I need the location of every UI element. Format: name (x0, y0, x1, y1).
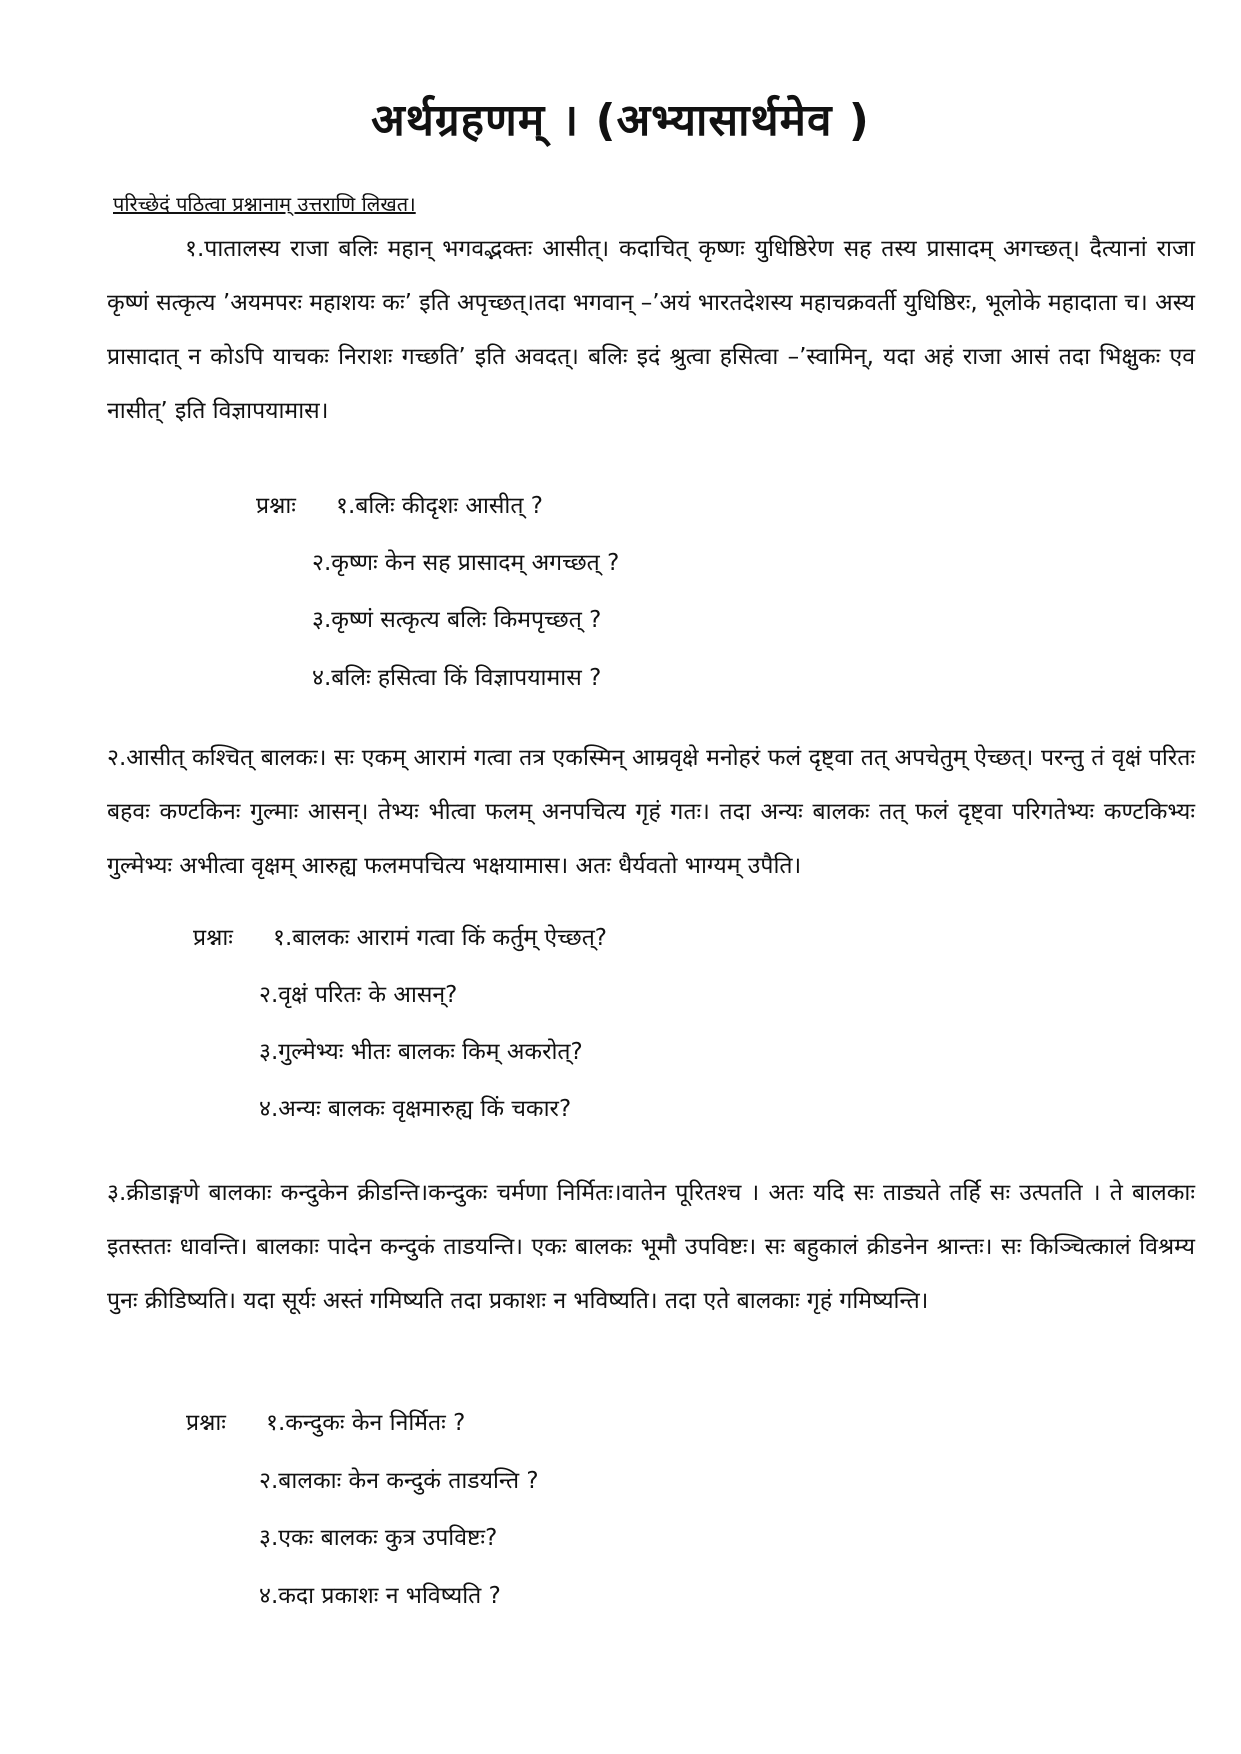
passage-2-text: २.आसीत् कश्चित् बालकः। सः एकम् आरामं गत्वा तत्र एकस्मिन् आम्रवृक्षे मनोहरं फलं दृष्ट्वा तत् अपचेतुम् ऐच्छत्। परन्तु तं वृक्षं परितः बहवः कण्टकिनः गुल्माः आसन्। तेभ्यः भीत्वा फलम् अनपचित्य गृहं गतः। तदा अन्यः बालकः तत् फलं दृष्ट्वा परिगतेभ्यः कण्टकिभ्यः गुल्मेभ्यः अभीत्वा वृक्षम् आरुह्य फलमपचित्य भक्षयामास। अतः धैर्यवतो भाग्यम् उपैति। (107, 745, 1195, 879)
question-2-4: ४.अन्यः बालकः वृक्षमारुह्य किं चकार? (259, 1096, 572, 1122)
passage-3-text: ३.क्रीडाङ्गणे बालकाः कन्दुकेन क्रीडन्ति।कन्दुकः चर्मणा निर्मितः।वातेन पूरितश्च । अतः यदि सः ताड्यते तर्हि सः उत्पतति । ते बालकाः इतस्ततः धावन्ति। बालकाः पादेन कन्दुकं ताडयन्ति। एकः बालकः भूमौ उपविष्टः। सः बहुकालं क्रीडनेन श्रान्तः। सः किञ्चित्कालं विश्रम्य पुनः क्रीडिष्यति। यदा सूर्यः अस्तं गमिष्यति तदा प्रकाशः न भविष्यति। तदा एते बालकाः गृहं गमिष्यन्ति। (107, 1180, 1195, 1314)
question-1-4: ४.बलिः हसित्वा किं विज्ञापयामास ? (312, 665, 602, 691)
passage-1-text: १.पातालस्य राजा बलिः महान् भगवद्भक्तः आसीत्। कदाचित् कृष्णः युधिष्ठिरेण सह तस्य प्रासादम् अगच्छत्। दैत्यानां राजा कृष्णं सत्कृत्य ’अयमपरः महाशयः कः’ इति अपृच्छत्।तदा भगवान् –’अयं भारतदेशस्य महाचक्रवर्ती युधिष्ठिरः, भूलोके महादाता च। अस्य प्रासादात् न कोऽपि याचकः निराशः गच्छति’ इति अवदत्। बलिः इदं श्रुत्वा हसित्वा –’स्वामिन्, यदा अहं राजा आसं तदा भिक्षुकः एव नासीत्’ इति विज्ञापयामास। (107, 236, 1195, 424)
passage-2 (107, 731, 1195, 893)
questions-label: प्रश्नाः (193, 925, 233, 951)
page-title: अर्थग्रहणम् । (अभ्यासार्थमेव ) (371, 95, 870, 146)
question-2-3: ३.गुल्मेभ्यः भीतः बालकः किम् अकरोत्? (259, 1039, 583, 1065)
question-1-1: प्रश्नाः १.बलिः कीदृशः आसीत् ? (256, 488, 543, 520)
question-3-4: ४.कदा प्रकाशः न भविष्यति ? (259, 1583, 501, 1609)
question-3-3: ३.एकः बालकः कुत्र उपविष्टः? (259, 1525, 498, 1551)
instruction: परिच्छेदं पठित्वा प्रश्नानाम् उत्तराणि लिखत। (113, 192, 416, 216)
passage-1 (107, 222, 1195, 438)
question-3-2: २.बालकाः केन कन्दुकं ताडयन्ति ? (259, 1468, 539, 1494)
question-2-1: प्रश्नाः १.बालकः आरामं गत्वा किं कर्तुम् ऐच्छत्? (193, 920, 607, 952)
questions-label: प्रश्नाः (186, 1410, 226, 1436)
questions-label: प्रश्नाः (256, 493, 296, 519)
question-2-2: २.वृक्षं परितः के आसन्? (259, 982, 458, 1008)
passage-3 (107, 1166, 1195, 1328)
question-1-2: २.कृष्णः केन सह प्रासादम् अगच्छत् ? (312, 550, 620, 576)
question-3-1: प्रश्नाः १.कन्दुकः केन निर्मितः ? (186, 1405, 465, 1437)
question-1-3: ३.कृष्णं सत्कृत्य बलिः किमपृच्छत् ? (312, 607, 602, 633)
